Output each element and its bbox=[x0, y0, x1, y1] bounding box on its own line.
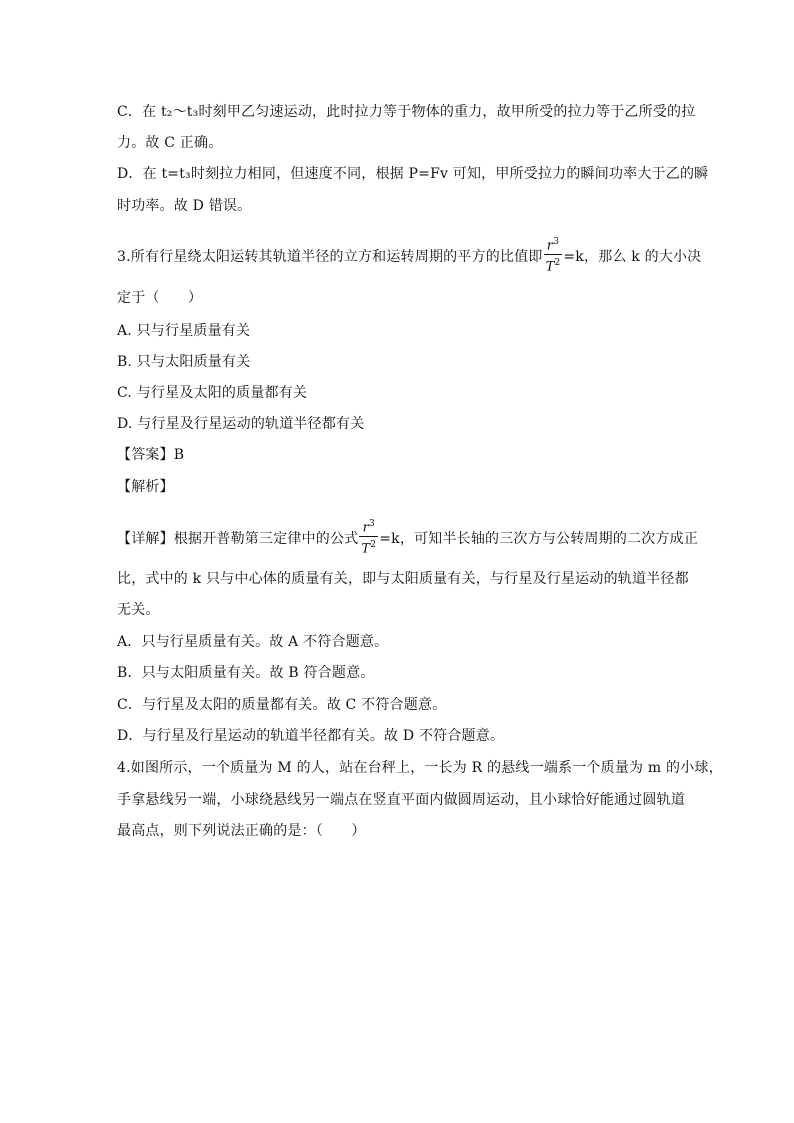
question-3-stem bbox=[117, 236, 701, 278]
text-line: 时功率。故 D 错误。 bbox=[117, 198, 252, 214]
formula-denominator: T bbox=[545, 259, 555, 275]
text-line: C．在 t₂～t₃时刻甲乙匀速运动，此时拉力等于物体的重力，故甲所受的拉力等于乙所受的拉 bbox=[117, 104, 696, 120]
text-line: 手拿悬线另一端，小球绕悬线另一端点在竖直平面内做圆周运动，且小球恰好能通过圆轨道 bbox=[117, 792, 685, 808]
answer-label: 【答案】B bbox=[117, 447, 185, 463]
text-segment: =k，可知半长轴的三次方与公转周期的二次方成正 bbox=[379, 530, 699, 547]
explanation-d: D．与行星及行星运动的轨道半径都有关。故 D 不符合题意。 bbox=[117, 728, 505, 744]
explanation-c: C．与行星及太阳的质量都有关。故 C 不符合题意。 bbox=[117, 697, 447, 713]
text-line: 定于（ ） bbox=[117, 290, 203, 306]
option-d: D. 与行星及行星运动的轨道半径都有关 bbox=[117, 416, 365, 432]
formula-den-exp: 2 bbox=[370, 540, 377, 551]
formula-numerator: r bbox=[362, 520, 370, 536]
text-segment: 【详解】根据开普勒第三定律中的公式 bbox=[117, 530, 359, 547]
analysis-label: 【解析】 bbox=[117, 479, 174, 495]
formula-num-exp: 3 bbox=[369, 519, 375, 529]
option-a: A. 只与行星质量有关 bbox=[117, 323, 251, 339]
option-b: B. 只与太阳质量有关 bbox=[117, 354, 251, 370]
formula-num-exp: 3 bbox=[553, 237, 560, 247]
text-segment: =k，那么 k 的大小决 bbox=[563, 248, 702, 265]
formula-denominator: T bbox=[361, 541, 371, 557]
text-line: 比，式中的 k 只与中心体的质量有关，即与太阳质量有关，与行星及行星运动的轨道半径都 bbox=[117, 571, 689, 587]
text-segment: 3.所有行星绕太阳运转其轨道半径的立方和运转周期的平方的比值即 bbox=[117, 248, 543, 265]
explanation-b: B．只与太阳质量有关。故 B 符合题意。 bbox=[117, 665, 375, 681]
kepler-formula bbox=[544, 234, 563, 276]
option-c: C. 与行星及太阳的质量都有关 bbox=[117, 385, 308, 401]
text-line: D．在 t=t₃时刻拉力相同，但速度不同，根据 P=Fv 可知，甲所受拉力的瞬间功率大于乙的瞬 bbox=[117, 166, 709, 182]
formula-den-exp: 2 bbox=[554, 258, 561, 269]
text-line: 最高点，则下列说法正确的是：（ ） bbox=[117, 823, 366, 839]
text-line: 力。故 C 正确。 bbox=[117, 135, 223, 151]
kepler-formula bbox=[359, 516, 378, 558]
detail-line bbox=[117, 518, 698, 560]
formula-numerator: r bbox=[546, 238, 554, 254]
question-4-stem: 4.如图所示，一个质量为 M 的人，站在台秤上，一长为 R 的悬线一端系一个质量为 m 的小球， bbox=[117, 760, 723, 776]
explanation-a: A．只与行星质量有关。故 A 不符合题意。 bbox=[117, 634, 389, 650]
text-line: 无关。 bbox=[117, 602, 160, 618]
